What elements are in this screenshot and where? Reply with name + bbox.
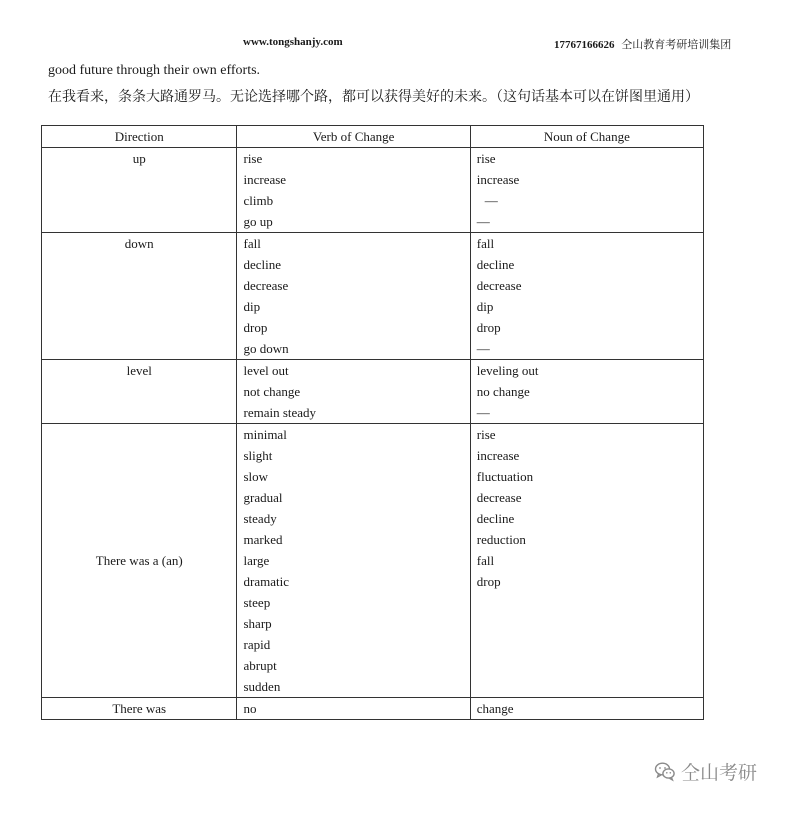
- header-website: www.tongshanjy.com: [243, 36, 343, 48]
- noun-item: —: [476, 341, 490, 356]
- noun-item: change: [476, 701, 514, 716]
- table-header-row: [42, 126, 704, 148]
- direction-label: level: [126, 363, 152, 378]
- verb-item: drop: [243, 320, 268, 335]
- noun-item: leveling out: [476, 363, 539, 378]
- direction-cell: [42, 360, 237, 424]
- noun-item: fluctuation: [476, 469, 534, 484]
- verb-item: go up: [243, 214, 273, 229]
- noun-item: rise: [476, 151, 496, 166]
- noun-item: decline: [476, 257, 515, 272]
- header-verb: Verb of Change: [237, 126, 470, 148]
- verb-item: increase: [243, 172, 287, 187]
- noun-item: dip: [476, 299, 494, 314]
- table-row: [42, 233, 704, 360]
- noun-item: —: [476, 214, 490, 229]
- verb-item: level out: [243, 363, 289, 378]
- direction-label: up: [132, 151, 146, 166]
- verb-item: sudden: [243, 679, 281, 694]
- noun-item: —: [476, 405, 490, 420]
- verb-item: fall: [243, 236, 261, 251]
- verb-item: dramatic: [243, 574, 289, 589]
- noun-item: no change: [476, 384, 530, 399]
- direction-label: There was: [112, 701, 167, 716]
- noun-item: decline: [476, 511, 515, 526]
- verb-item: slow: [243, 469, 269, 484]
- noun-item: drop: [476, 320, 501, 335]
- verb-cell: [237, 233, 470, 360]
- verb-cell: [237, 424, 470, 698]
- noun-item: fall: [476, 236, 495, 251]
- direction-cell: [42, 233, 237, 360]
- vocabulary-table: [41, 125, 704, 720]
- table-row: [42, 148, 704, 233]
- direction-cell: [42, 424, 237, 698]
- noun-item: fall: [476, 553, 495, 568]
- verb-item: not change: [243, 384, 301, 399]
- noun-cell: [470, 698, 703, 720]
- verb-cell: [237, 698, 470, 720]
- verb-cell: [237, 148, 470, 233]
- lead-text-chinese: 在我看来，条条大路通罗马。无论选择哪个路，都可以获得美好的未来。（这句话基本可以在饼图里通用）: [48, 90, 699, 105]
- table-row: [42, 424, 704, 698]
- header-org: [554, 36, 731, 52]
- header-org-name: 仝山教育考研培训集团: [621, 39, 732, 51]
- noun-cell: [470, 233, 703, 360]
- direction-label: down: [124, 236, 154, 251]
- noun-item: drop: [476, 574, 501, 589]
- page-header: [0, 36, 800, 52]
- verb-item: no: [243, 701, 257, 716]
- verb-item: remain steady: [243, 405, 317, 420]
- direction-cell: [42, 148, 237, 233]
- header-direction: Direction: [42, 126, 237, 148]
- lead-text-english: good future through their own efforts.: [48, 63, 261, 78]
- verb-item: abrupt: [243, 658, 277, 673]
- watermark-text: 仝山考研: [681, 761, 758, 784]
- noun-item: decrease: [476, 278, 522, 293]
- noun-item: rise: [476, 427, 496, 442]
- verb-cell: [237, 360, 470, 424]
- header-phone: 17767166626: [554, 39, 615, 51]
- noun-item: —: [484, 193, 498, 208]
- noun-item: increase: [476, 172, 520, 187]
- noun-item: increase: [476, 448, 520, 463]
- verb-item: gradual: [243, 490, 283, 505]
- verb-item: large: [243, 553, 270, 568]
- noun-item: reduction: [476, 532, 526, 547]
- verb-item: go down: [243, 341, 289, 356]
- verb-item: decrease: [243, 278, 289, 293]
- wechat-icon: [654, 760, 676, 782]
- verb-item: decline: [243, 257, 282, 272]
- verb-item: steady: [243, 511, 277, 526]
- header-noun: Noun of Change: [470, 126, 703, 148]
- direction-cell: [42, 698, 237, 720]
- verb-item: sharp: [243, 616, 272, 631]
- verb-item: climb: [243, 193, 274, 208]
- verb-item: slight: [243, 448, 273, 463]
- noun-cell: [470, 148, 703, 233]
- noun-item: decrease: [476, 490, 522, 505]
- table-row: [42, 698, 704, 720]
- verb-item: rise: [243, 151, 263, 166]
- watermark: [654, 757, 757, 785]
- noun-cell: [470, 360, 703, 424]
- table-row: [42, 360, 704, 424]
- verb-item: minimal: [243, 427, 287, 442]
- noun-cell: [470, 424, 703, 698]
- verb-item: marked: [243, 532, 283, 547]
- verb-item: dip: [243, 299, 261, 314]
- direction-label: There was a (an): [95, 553, 183, 568]
- verb-item: steep: [243, 595, 271, 610]
- verb-item: rapid: [243, 637, 271, 652]
